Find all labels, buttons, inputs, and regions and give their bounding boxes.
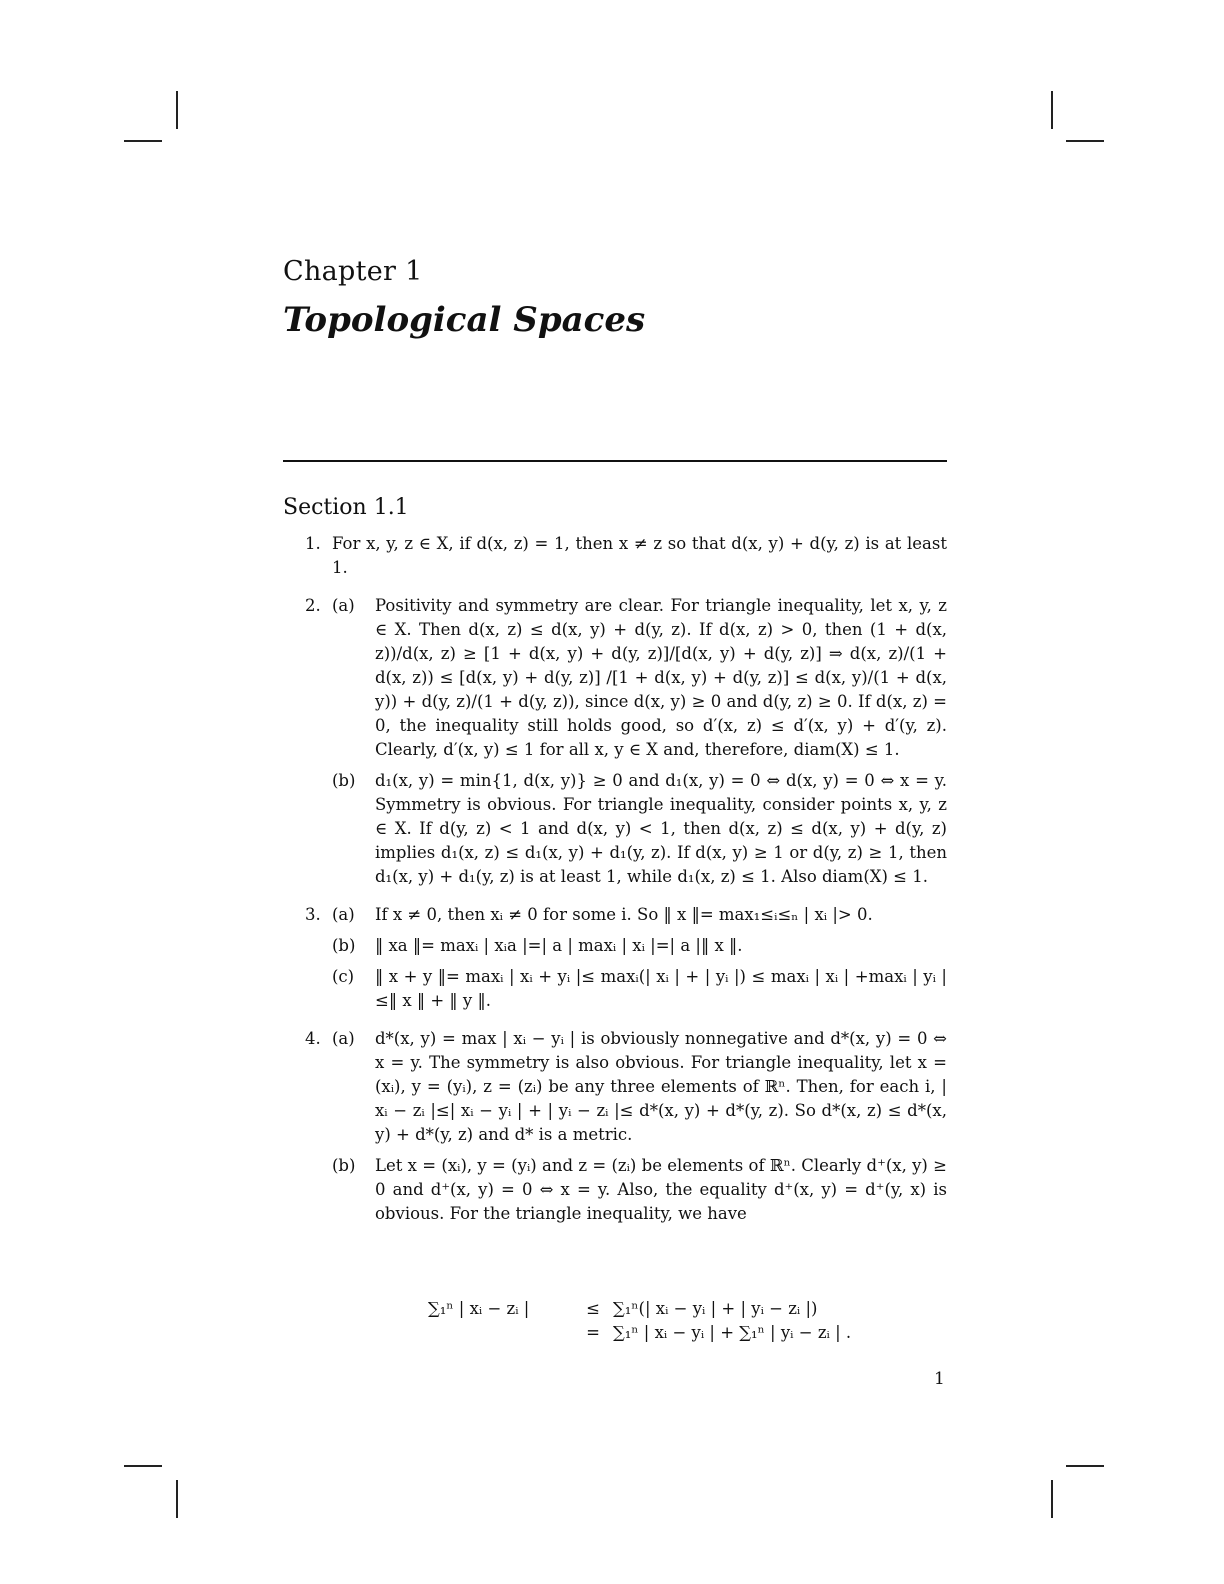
subpart	[332, 769, 947, 889]
subpart-text: d*(x, y) = max | xᵢ − yᵢ | is obviously nonnegative and d*(x, y) = 0 ⇔ x = y. The symmetry is also obvious. For triangle inequality, let x = (xᵢ), y = (yᵢ), z = (zᵢ) be any three elements of ℝⁿ. Then, for each i, | xᵢ − zᵢ |≤| xᵢ − yᵢ | + | yᵢ − zᵢ |≤ d*(x, y) + d*(y, z). So d*(x, z) ≤ d*(x, y) + d*(y, z) and d* is a metric.	[375, 1029, 947, 1144]
chapter-title: Topological Spaces	[283, 300, 646, 340]
section-divider	[283, 460, 947, 462]
equation-operator: ≤	[586, 1299, 600, 1318]
exercise-text: For x, y, z ∈ X, if d(x, z) = 1, then x ≠ z so that d(x, y) + d(y, z) is at least 1.	[332, 534, 947, 577]
crop-mark	[176, 91, 178, 129]
exercise-item	[305, 1027, 947, 1226]
crop-mark	[1066, 140, 1104, 142]
exercise-number: 1.	[305, 534, 321, 553]
subpart-text: If x ≠ 0, then xᵢ ≠ 0 for some i. So ‖ x ‖= max₁≤ᵢ≤ₙ | xᵢ |> 0.	[375, 905, 873, 924]
exercise-list	[305, 532, 947, 1240]
subpart-label: (b)	[332, 1156, 356, 1175]
subpart-label: (b)	[332, 936, 356, 955]
page-number: 1	[934, 1369, 945, 1389]
subpart-text: Positivity and symmetry are clear. For triangle inequality, let x, y, z ∈ X. Then d(x, z) ≤ d(x, y) + d(y, z). If d(x, z) > 0, then (1 + d(x, z))/d(x, z) ≥ [1 + d(x, y) + d(y, z)]/[d(x, y) + d(y, z)] ⇒ d(x, z)/(1 + d(x, z)) ≤ [d(x, y) + d(y, z)] /[1 + d(x, y) + d(y, z)] ≤ d(x, y)/(1 + d(x, y)) + d(y, z)/(1 + d(y, z)), since d(x, y) ≥ 0 and d(y, z) ≥ 0. If d(x, z) = 0, the inequality still holds good, so d′(x, z) ≤ d′(x, y) + d′(y, z). Clearly, d′(x, y) ≤ 1 for all x, y ∈ X and, therefore, diam(X) ≤ 1.	[375, 596, 947, 759]
subpart	[332, 903, 947, 927]
crop-mark	[124, 140, 162, 142]
equation-rhs: ∑₁ⁿ | xᵢ − yᵢ | + ∑₁ⁿ | yᵢ − zᵢ | .	[613, 1323, 852, 1342]
subpart	[332, 965, 947, 1013]
subpart-label: (b)	[332, 771, 356, 790]
exercise-number: 4.	[305, 1029, 321, 1048]
display-equation	[428, 1297, 851, 1345]
subpart	[332, 594, 947, 762]
exercise-number: 3.	[305, 905, 321, 924]
subpart-text: ‖ x + y ‖= maxᵢ | xᵢ + yᵢ |≤ maxᵢ(| xᵢ | + | yᵢ |) ≤ maxᵢ | xᵢ | +maxᵢ | yᵢ |≤‖ x ‖ + ‖ y ‖.	[375, 967, 947, 1010]
subpart-text: Let x = (xᵢ), y = (yᵢ) and z = (zᵢ) be elements of ℝⁿ. Clearly d⁺(x, y) ≥ 0 and d⁺(x, y) = 0 ⇔ x = y. Also, the equality d⁺(x, y) = d⁺(y, x) is obvious. For the triangle inequality, we have	[375, 1156, 947, 1223]
subpart	[332, 934, 947, 958]
crop-mark	[1051, 91, 1053, 129]
crop-mark	[1066, 1465, 1104, 1467]
chapter-label: Chapter 1	[283, 256, 423, 287]
subpart	[332, 1027, 947, 1147]
exercise-item	[305, 594, 947, 889]
exercise-item	[305, 532, 947, 580]
equation-rhs: ∑₁ⁿ(| xᵢ − yᵢ | + | yᵢ − zᵢ |)	[613, 1299, 818, 1318]
equation-operator: =	[586, 1323, 600, 1342]
subpart-label: (a)	[332, 905, 355, 924]
section-title: Section 1.1	[283, 495, 409, 520]
subpart-text: ‖ xa ‖= maxᵢ | xᵢa |=| a | maxᵢ | xᵢ |=| a |‖ x ‖.	[375, 936, 743, 955]
equation-row	[428, 1297, 851, 1321]
crop-mark	[124, 1465, 162, 1467]
subpart	[332, 1154, 947, 1226]
crop-mark	[176, 1480, 178, 1518]
equation-row	[428, 1321, 851, 1345]
subpart-label: (c)	[332, 967, 355, 986]
subpart-label: (a)	[332, 596, 355, 615]
subpart-text: d₁(x, y) = min{1, d(x, y)} ≥ 0 and d₁(x, y) = 0 ⇔ d(x, y) = 0 ⇔ x = y. Symmetry is obvious. For triangle inequality, consider points x, y, z ∈ X. If d(y, z) < 1 and d(x, y) < 1, then d(x, z) ≤ d(x, y) + d(y, z) implies d₁(x, z) ≤ d₁(x, y) + d₁(y, z). If d(x, y) ≥ 1 or d(y, z) ≥ 1, then d₁(x, y) + d₁(y, z) is at least 1, while d₁(x, z) ≤ 1. Also diam(X) ≤ 1.	[375, 771, 947, 886]
exercise-item	[305, 903, 947, 1013]
crop-mark	[1051, 1480, 1053, 1518]
exercise-number: 2.	[305, 596, 321, 615]
equation-lhs: ∑₁ⁿ | xᵢ − zᵢ |	[428, 1299, 530, 1318]
subpart-label: (a)	[332, 1029, 355, 1048]
